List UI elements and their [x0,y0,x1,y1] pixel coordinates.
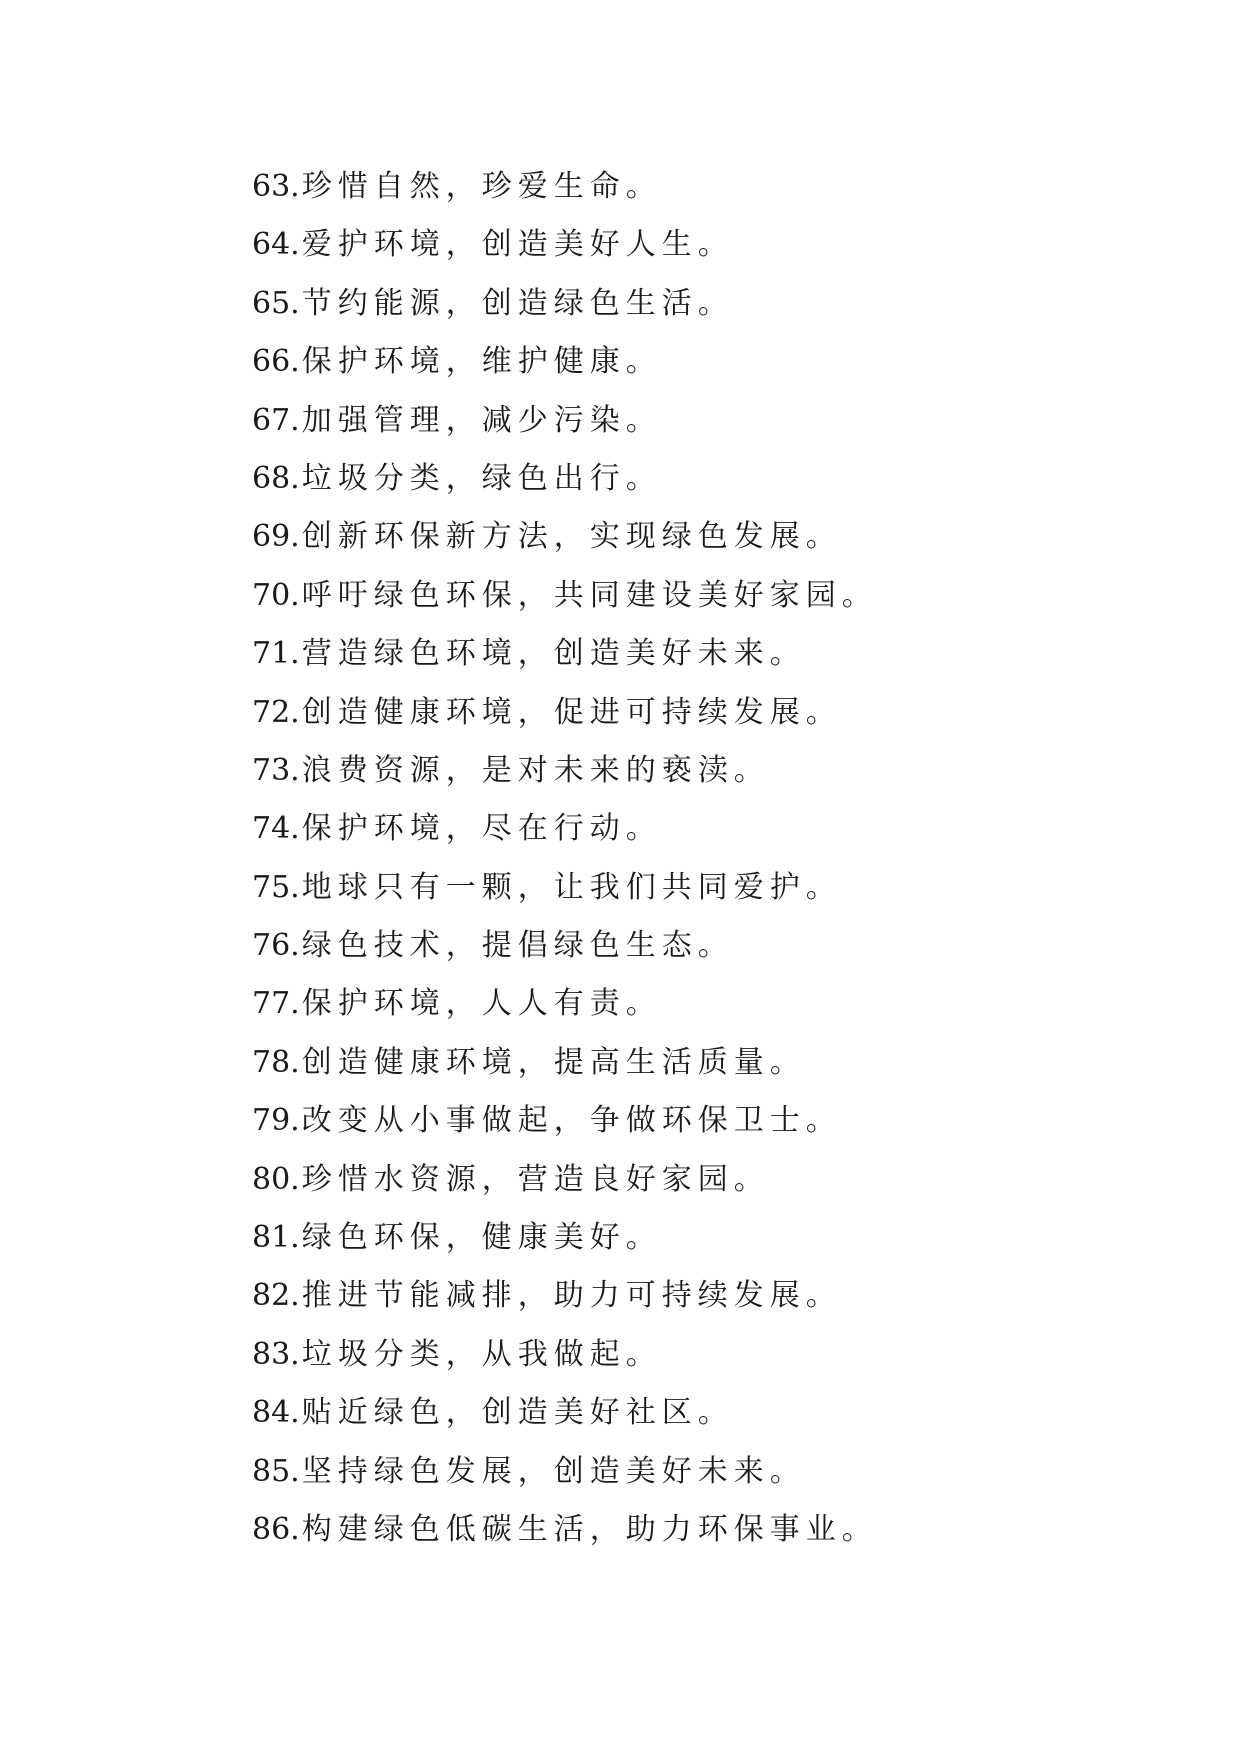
list-item [252,1092,878,1150]
item-number: 66. [252,344,300,380]
item-text: 节约能源，创造绿色生活。 [301,285,734,321]
item-text: 垃圾分类，从我做起。 [301,1336,662,1372]
list-item [252,1034,878,1092]
list-item [252,450,878,508]
item-number: 77. [252,986,300,1022]
item-text: 贴近绿色，创造美好社区。 [301,1395,734,1431]
list-item [252,684,878,742]
item-number: 69. [252,519,300,555]
list-item [252,1151,878,1209]
list-item [252,859,878,917]
list-item [252,800,878,858]
item-number: 86. [252,1511,300,1547]
item-number: 63. [252,169,300,204]
list-item [252,275,878,333]
list-item [252,625,878,683]
list-item [252,1501,878,1559]
item-text: 珍惜自然，珍爱生命。 [301,169,662,204]
list-item [252,975,878,1033]
list-item [252,392,878,450]
item-number: 82. [252,1278,300,1314]
item-text: 浪费资源，是对未来的亵渎。 [301,752,770,788]
item-number: 72. [252,694,300,730]
item-text: 创造健康环境，促进可持续发展。 [301,694,842,730]
item-text: 改变从小事做起，争做环保卫士。 [301,1103,842,1139]
item-text: 保护环境，尽在行动。 [301,811,662,847]
item-text: 推进节能减排，助力可持续发展。 [301,1278,842,1314]
list-item [252,508,878,566]
item-number: 85. [252,1453,300,1489]
item-number: 67. [252,402,300,438]
item-number: 68. [252,460,300,496]
list-item [252,1326,878,1384]
item-number: 64. [252,227,300,263]
list-item [252,333,878,391]
item-text: 创新环保新方法，实现绿色发展。 [301,519,842,555]
item-text: 呼吁绿色环保，共同建设美好家园。 [301,577,878,613]
list-item [252,1267,878,1325]
item-number: 81. [252,1220,300,1256]
item-text: 营造绿色环境，创造美好未来。 [301,636,806,672]
item-number: 84. [252,1395,300,1431]
item-text: 地球只有一颗，让我们共同爱护。 [301,869,842,905]
item-number: 79. [252,1103,300,1139]
list-item [252,567,878,625]
item-text: 绿色环保，健康美好。 [301,1220,662,1256]
item-number: 73. [252,752,300,788]
item-text: 珍惜水资源，营造良好家园。 [301,1161,770,1197]
list-item [252,1384,878,1442]
item-text: 坚持绿色发展，创造美好未来。 [301,1453,806,1489]
item-number: 74. [252,811,300,847]
item-text: 创造健康环境，提高生活质量。 [301,1044,806,1080]
item-text: 垃圾分类，绿色出行。 [301,460,662,496]
item-number: 78. [252,1044,300,1080]
item-number: 65. [252,285,300,321]
item-number: 80. [252,1161,300,1197]
item-number: 70. [252,577,300,613]
item-text: 保护环境，人人有责。 [301,986,662,1022]
item-text: 加强管理，减少污染。 [301,402,662,438]
item-text: 构建绿色低碳生活，助力环保事业。 [301,1511,878,1547]
item-text: 保护环境，维护健康。 [301,344,662,380]
list-item [252,1209,878,1267]
item-text: 绿色技术，提倡绿色生态。 [301,928,734,964]
list-item [252,158,878,216]
list-item [252,742,878,800]
list-item [252,1443,878,1501]
item-number: 76. [252,928,300,964]
list-item [252,216,878,274]
list-item [252,917,878,975]
slogan-list [252,158,878,1559]
item-number: 75. [252,869,300,905]
item-number: 83. [252,1336,300,1372]
item-text: 爱护环境，创造美好人生。 [301,227,734,263]
item-number: 71. [252,636,300,672]
